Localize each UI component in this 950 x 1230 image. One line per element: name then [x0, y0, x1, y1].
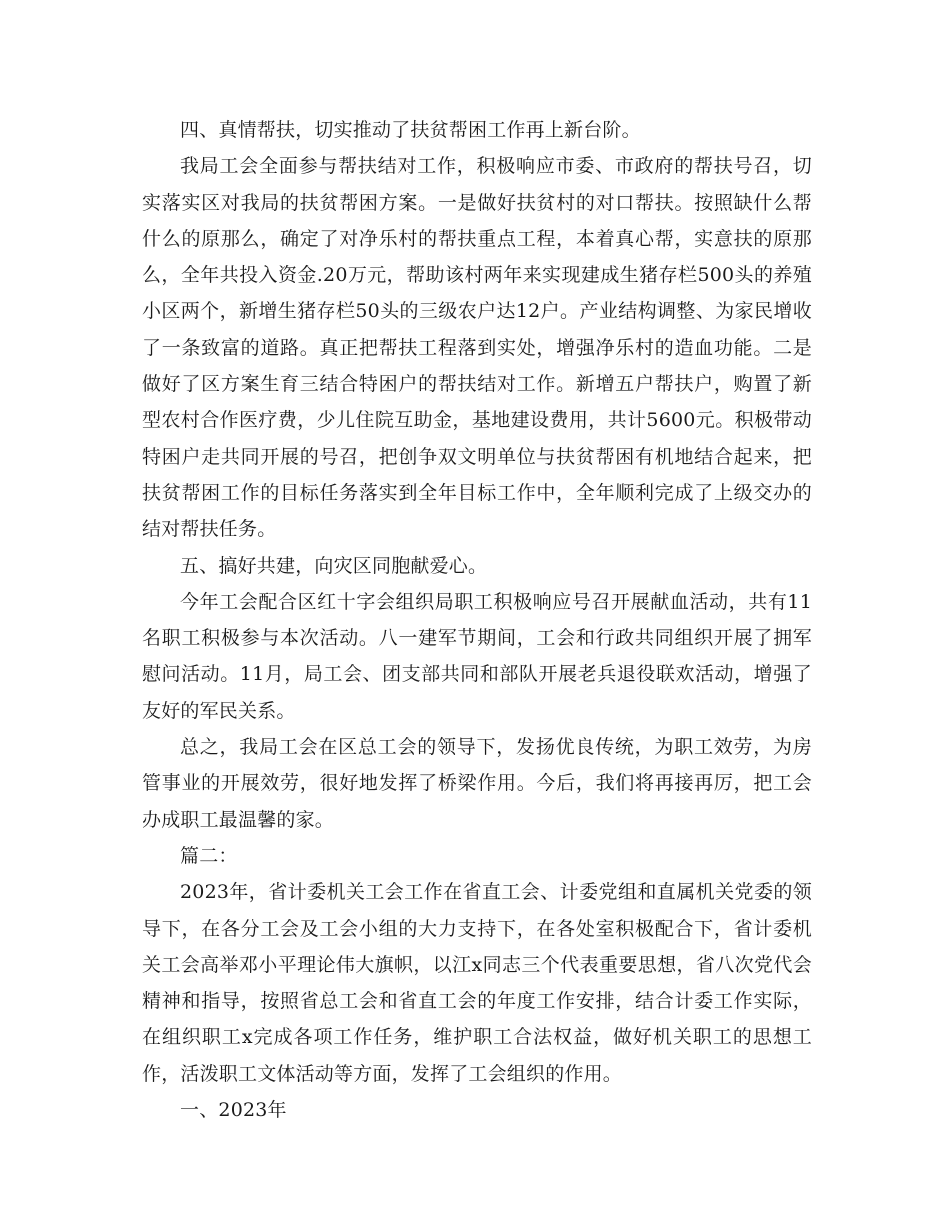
section-heading-1: 一、2023年 — [180, 1099, 287, 1122]
body-paragraph: 总之，我局工会在区总工会的领导下，发扬优良传统，为职工效劳，为房管事业的开展效劳，很好地发挥了桥梁作用。今后，我们将再接再厉，把工会办成职工最温馨的家。 — [142, 736, 812, 831]
body-paragraph: 2023年，省计委机关工会工作在省直工会、计委党组和直属机关党委的领导下，在各分工会及工会小组的大力支持下，在各处室积极配合下，省计委机关工会高举邓小平理论伟大旗帜，以江x同志三个代表重要思想，省八次党代会精神和指导，按照省总工会和省直工会的年度工作安排，结合计委工作实际，在组织职工x完成各项工作任务，维护职工合法权益，做好机关职工的思想工作，活泼职工文体活动等方面，发挥了工会组织的作用。 — [142, 881, 812, 1085]
section-heading-5: 五、搞好共建，向灾区同胞献爱心。 — [180, 554, 488, 577]
part-heading: 篇二： — [180, 844, 238, 867]
body-paragraph: 今年工会配合区红十字会组织局职工积极响应号召开展献血活动，共有11名职工积极参与本次活动。八一建军节期间，工会和行政共同组织开展了拥军慰问活动。11月，局工会、团支部共同和部队开展老兵退役联欢活动，增强了友好的军民关系。 — [142, 590, 812, 722]
body-paragraph: 我局工会全面参与帮扶结对工作，积极响应市委、市政府的帮扶号召，切实落实区对我局的扶贫帮困方案。一是做好扶贫村的对口帮扶。按照缺什么帮什么的原那么，确定了对净乐村的帮扶重点工程，本着真心帮，实意扶的原那么，全年共投入资金.20万元，帮助该村两年来实现建成生猪存栏500头的养殖小区两个，新增生猪存栏50头的三级农户达12户。产业结构调整、为家民增收了一条致富的道路。真正把帮扶工程落到实处，增强净乐村的造血功能。二是做好了区方案生育三结合特困户的帮扶结对工作。新增五户帮扶户，购置了新型农村合作医疗费，少儿住院互助金，基地建设费用，共计5600元。积极带动特困户走共同开展的号召，把创争双文明单位与扶贫帮困有机地结合起来，把扶贫帮困工作的目标任务落实到全年目标工作中，全年顺利完成了上级交办的结对帮扶任务。 — [142, 155, 812, 541]
section-heading-4: 四、真情帮扶，切实推动了扶贫帮困工作再上新台阶。 — [180, 119, 641, 141]
document-body — [142, 112, 812, 1128]
